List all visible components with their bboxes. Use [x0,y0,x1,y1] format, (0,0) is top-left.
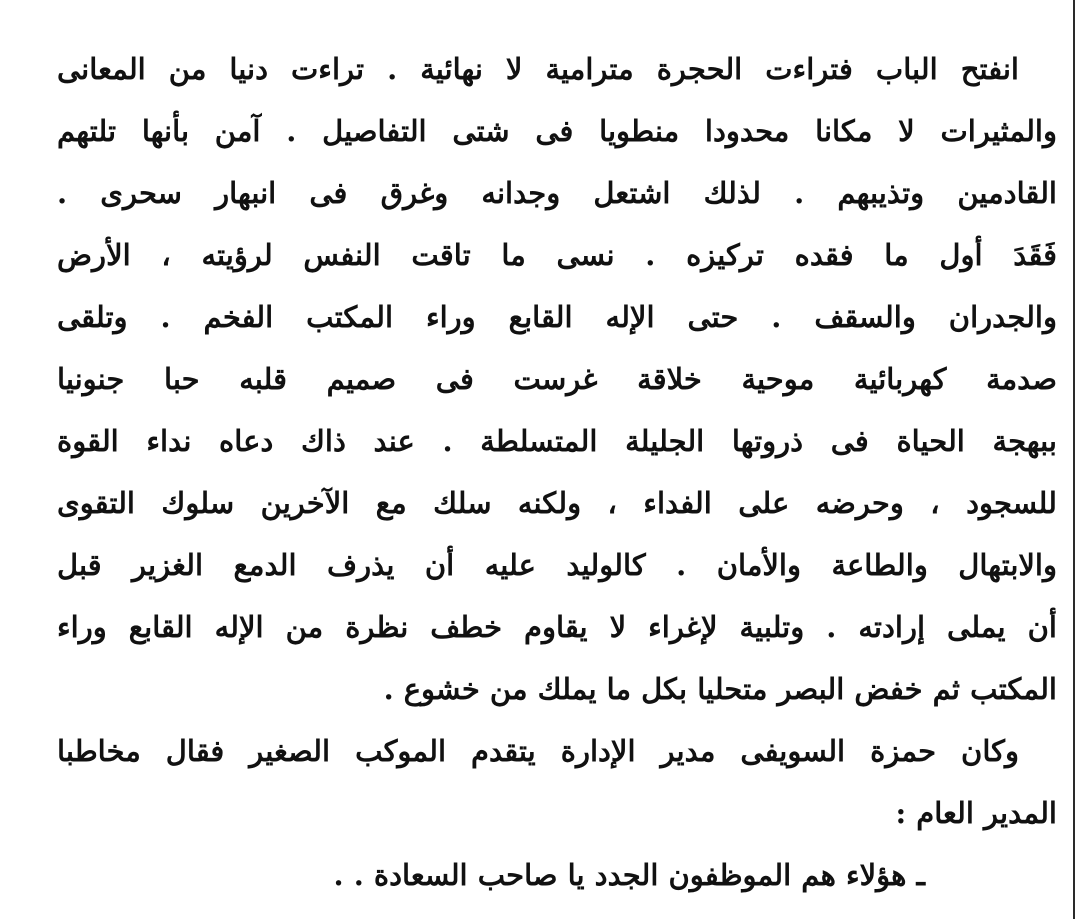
paragraph-2 [57,720,1057,844]
text-line: فَقَدَ أول ما فقده تركيزه . نسى ما تاقت النفس لرؤيته ، الأرض [57,238,1057,272]
text-line: أن يملى إرادته . وتلبية لإغراء لا يقاوم خطف نظرة من الإله القابع وراء [57,610,1057,644]
page-text [57,38,1057,906]
text-line: صدمة كهربائية موحية خلاقة غرست فى صميم قلبه حبا جنونيا [57,362,1057,396]
text-line: ببهجة الحياة فى ذروتها الجليلة المتسلطة . عند ذاك دعاه نداء القوة [57,424,1057,458]
text-line: القادمين وتذيبهم . لذلك اشتعل وجدانه وغرق فى انبهار سحرى . [57,176,1057,210]
text-line: والجدران والسقف . حتى الإله القابع وراء المكتب الفخم . وتلقى [57,300,1057,334]
page-edge-divider [1073,0,1075,919]
text-line: انفتح الباب فتراءت الحجرة مترامية لا نهائية . تراءت دنيا من المعانى [57,52,1019,86]
text-line: وكان حمزة السويفى مدير الإدارة يتقدم الموكب الصغير فقال مخاطبا [57,734,1019,768]
text-line: للسجود ، وحرضه على الفداء ، ولكنه سلك مع الآخرين سلوك التقوى [57,486,1057,520]
text-line: المكتب ثم خفض البصر متحليا بكل ما يملك من خشوع . [383,672,1057,706]
text-line: والابتهال والطاعة والأمان . كالوليد عليه أن يذرف الدمع الغزير قبل [57,548,1057,582]
paragraph-1 [57,38,1057,720]
dialogue-paragraph [57,844,1057,906]
dialogue-line: ـ هؤلاء هم الموظفون الجدد يا صاحب السعادة . . [333,858,925,892]
text-line: والمثيرات لا مكانا محدودا منطويا فى شتى التفاصيل . آمن بأنها تلتهم [57,114,1057,148]
text-line: المدير العام : [895,796,1057,830]
